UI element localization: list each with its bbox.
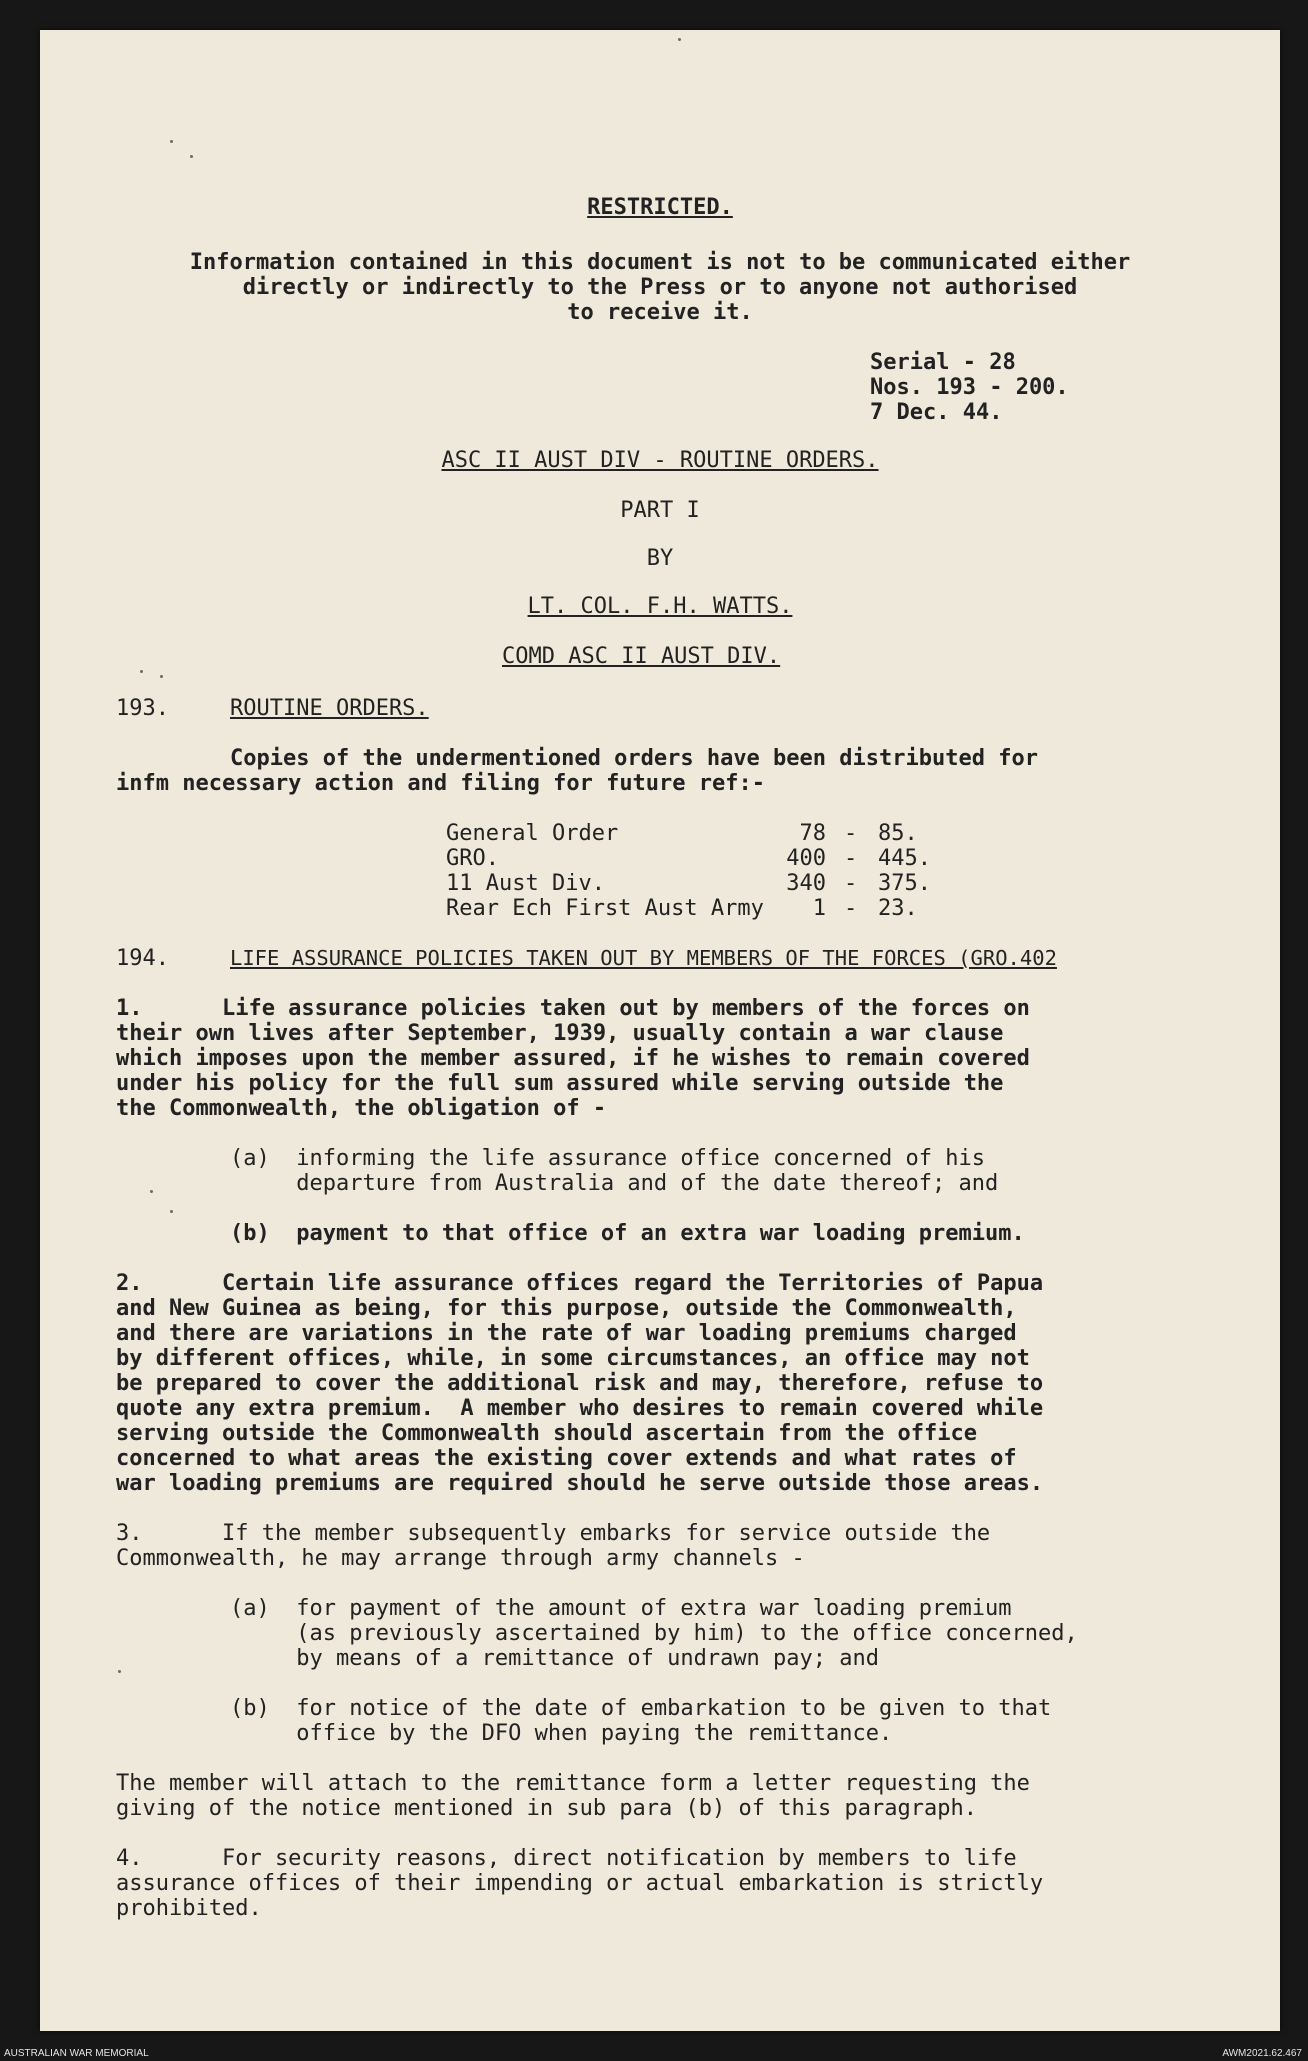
para-1-line: under his policy for the full sum assured while serving outside the xyxy=(116,1071,1004,1096)
nos-line: Nos. 193 - 200. xyxy=(870,375,1069,400)
para-3-line: Commonwealth, he may arrange through army channels - xyxy=(116,1546,805,1571)
paper-speck xyxy=(678,38,681,41)
para-1-a-line: (a) informing the life assurance office concerned of his xyxy=(230,1146,985,1171)
para-3-b-line: office by the DFO when paying the remittance. xyxy=(230,1721,893,1746)
part-label: PART I xyxy=(620,498,700,523)
date-line: 7 Dec. 44. xyxy=(870,400,1003,425)
para-2-line: 2. Certain life assurance offices regard the Territories of Papua xyxy=(116,1271,1044,1296)
order-from: 1 xyxy=(812,896,826,921)
section-194-number: 194. xyxy=(116,946,169,971)
paper-speck xyxy=(170,140,173,143)
section-193-intro-1: Copies of the undermentioned orders have been distributed for xyxy=(230,746,1038,771)
para-1-line: 1. Life assurance policies taken out by members of the forces on xyxy=(116,996,1030,1021)
order-to: 375. xyxy=(878,871,931,896)
para-2-line: and New Guinea as being, for this purpose, outside the Commonwealth, xyxy=(116,1296,1017,1321)
para-4-line: 4. For security reasons, direct notification by members to life xyxy=(116,1846,1017,1871)
para-4-line: prohibited. xyxy=(116,1896,262,1921)
order-to: 23. xyxy=(878,896,918,921)
para-1-a-line: departure from Australia and of the date thereof; and xyxy=(230,1171,999,1196)
para-3-note-line: The member will attach to the remittance form a letter requesting the xyxy=(116,1771,1030,1796)
warning-line-3: to receive it. xyxy=(567,300,753,325)
paper-speck xyxy=(118,1670,121,1673)
para-2-line: quote any extra premium. A member who desires to remain covered while xyxy=(116,1396,1044,1421)
order-dash: - xyxy=(844,846,858,871)
order-dash: - xyxy=(844,896,858,921)
section-193-heading: ROUTINE ORDERS. xyxy=(230,696,429,721)
command-title: COMD ASC II AUST DIV. xyxy=(502,644,781,669)
serial-line: Serial - 28 xyxy=(870,350,1016,375)
orders-title: ASC II AUST DIV - ROUTINE ORDERS. xyxy=(441,448,879,473)
footer-accession: AWM2021.62.467 xyxy=(1222,2048,1302,2059)
order-name: 11 Aust Div. xyxy=(446,871,605,896)
para-1-line: which imposes upon the member assured, if he wishes to remain covered xyxy=(116,1046,1030,1071)
para-2-line: war loading premiums are required should he serve outside those areas. xyxy=(116,1471,1044,1496)
order-to: 445. xyxy=(878,846,931,871)
warning-line-1: Information contained in this document is not to be communicated either xyxy=(189,250,1131,275)
para-3-a-line: (as previously ascertained by him) to the office concerned, xyxy=(230,1621,1078,1646)
para-2-line: be prepared to cover the additional risk and may, therefore, refuse to xyxy=(116,1371,1044,1396)
section-194-heading: LIFE ASSURANCE POLICIES TAKEN OUT BY MEMBERS OF THE FORCES (GRO.402 xyxy=(230,946,1057,970)
para-3-line: 3. If the member subsequently embarks for service outside the xyxy=(116,1521,991,1546)
para-3-a-line: (a) for payment of the amount of extra war loading premium xyxy=(230,1596,1012,1621)
order-from: 400 xyxy=(786,846,826,871)
paper-speck xyxy=(160,675,163,678)
para-2-line: concerned to what areas the existing cover extends and what rates of xyxy=(116,1446,1017,1471)
warning-line-2: directly or indirectly to the Press or to anyone not authorised xyxy=(242,275,1078,300)
para-3-a-line: by means of a remittance of undrawn pay; and xyxy=(230,1646,880,1671)
restricted-marking: RESTRICTED. xyxy=(587,195,733,220)
order-name: Rear Ech First Aust Army xyxy=(446,896,764,921)
section-193-number: 193. xyxy=(116,696,169,721)
order-from: 340 xyxy=(786,871,826,896)
paper-speck xyxy=(170,1210,173,1213)
by-label: BY xyxy=(646,546,674,571)
order-to: 85. xyxy=(878,821,918,846)
para-1-line: their own lives after September, 1939, usually contain a war clause xyxy=(116,1021,1004,1046)
paper-speck xyxy=(190,155,193,158)
order-name: General Order xyxy=(446,821,619,846)
para-2-line: by different offices, while, in some circumstances, an office may not xyxy=(116,1346,1030,1371)
order-from: 78 xyxy=(799,821,826,846)
paper-speck xyxy=(140,670,143,673)
paper-speck xyxy=(150,1190,153,1193)
para-1-line: the Commonwealth, the obligation of - xyxy=(116,1096,607,1121)
para-4-line: assurance offices of their impending or actual embarkation is strictly xyxy=(116,1871,1044,1896)
section-193-intro-2: infm necessary action and filing for future ref:- xyxy=(116,771,766,796)
document-page xyxy=(40,30,1280,2031)
order-dash: - xyxy=(844,871,858,896)
para-2-line: serving outside the Commonwealth should ascertain from the office xyxy=(116,1421,977,1446)
order-name: GRO. xyxy=(446,846,499,871)
para-3-note-line: giving of the notice mentioned in sub para (b) of this paragraph. xyxy=(116,1796,977,1821)
para-2-line: and there are variations in the rate of war loading premiums charged xyxy=(116,1321,1017,1346)
para-1-b-line: (b) payment to that office of an extra war loading premium. xyxy=(230,1221,1025,1246)
order-dash: - xyxy=(844,821,858,846)
footer-credit: AUSTRALIAN WAR MEMORIAL xyxy=(4,2048,149,2059)
para-3-b-line: (b) for notice of the date of embarkation to be given to that xyxy=(230,1696,1052,1721)
officer-name: LT. COL. F.H. WATTS. xyxy=(527,594,793,619)
